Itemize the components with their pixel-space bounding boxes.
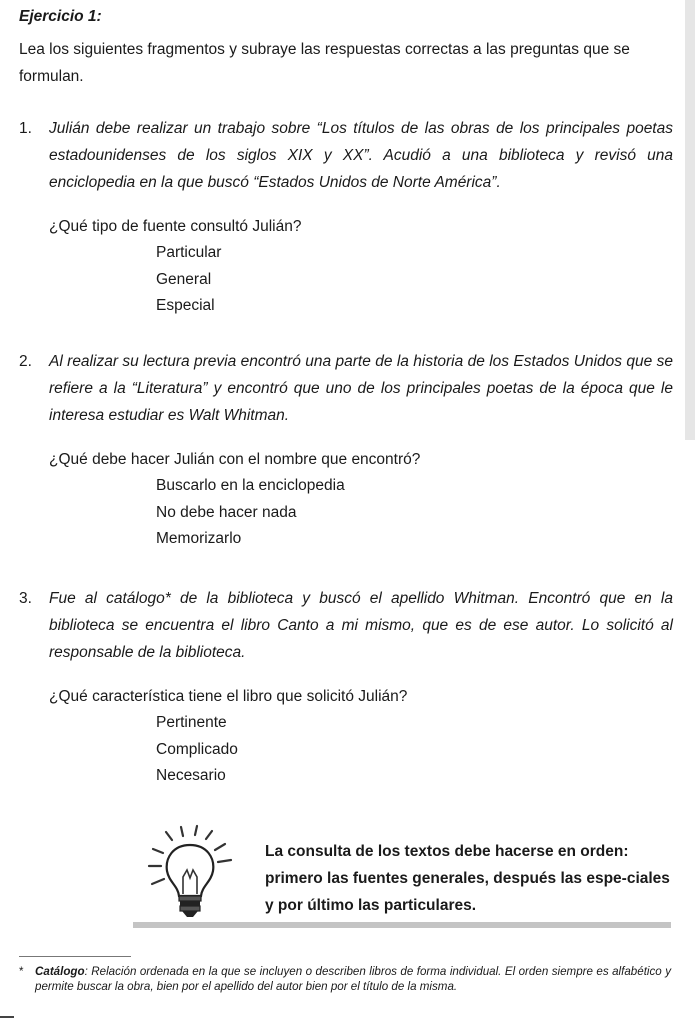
footnote-body xyxy=(35,964,671,994)
footnote-marker: * xyxy=(19,965,24,978)
footnote-term: Catálogo xyxy=(35,965,85,978)
question-1 xyxy=(19,115,673,320)
answer-option[interactable]: Especial xyxy=(156,297,215,314)
question-2 xyxy=(19,348,673,553)
question-passage: Julián debe realizar un trabajo sobre “Los títulos de las obras de los principales poetas estadounidenses de los siglos XIX y XX”. Acudió a una biblioteca y revisó una enciclopedia en la que buscó “Estados Unidos de Norte América”. xyxy=(49,120,673,191)
answer-options xyxy=(156,240,673,320)
answer-option[interactable]: General xyxy=(156,270,212,288)
page-edge-mark xyxy=(0,1016,14,1018)
answer-options xyxy=(156,473,673,553)
answer-option[interactable]: Particular xyxy=(156,244,222,261)
question-number: 1. xyxy=(19,120,32,137)
answer-option[interactable]: Necesario xyxy=(156,767,226,784)
tip-divider xyxy=(133,922,671,928)
tip-text: La consulta de los textos debe hacerse en orden: primero las fuentes generales, después las espe-ciales y por último las particulares. xyxy=(265,843,670,914)
tip-box xyxy=(133,818,673,930)
exercise-title: Ejercicio 1: xyxy=(19,8,102,25)
answer-option[interactable]: Buscarlo en la enciclopedia xyxy=(156,477,345,494)
answer-option[interactable]: Pertinente xyxy=(156,714,227,731)
question-passage: Fue al catálogo* de la biblioteca y buscó el apellido Whitman. Encontró que en la biblioteca se encuentra el libro Canto a mi mismo, que es de ese autor. Lo solicitó al responsable de la biblioteca. xyxy=(49,590,673,661)
footnote-rule xyxy=(19,956,131,957)
question-passage: Al realizar su lectura previa encontró una parte de la historia de los Estados Unidos que se refiere a la “Literatura” y encontró que uno de los principales poetas de la época que le interesa estudiar es Walt Whitman. xyxy=(49,353,673,424)
answer-option[interactable]: No debe hacer nada xyxy=(156,503,297,521)
answer-option[interactable]: Complicado xyxy=(156,740,238,758)
question-prompt: ¿Qué debe hacer Julián con el nombre que encontró? xyxy=(49,451,421,468)
question-number: 2. xyxy=(19,353,32,370)
page-edge-shadow xyxy=(685,0,695,440)
answer-option[interactable]: Memorizarlo xyxy=(156,530,242,547)
question-prompt: ¿Qué característica tiene el libro que solicitó Julián? xyxy=(49,688,408,705)
footnote xyxy=(19,964,671,994)
exercise-instructions: Lea los siguientes fragmentos y subraye las respuestas correctas a las preguntas que se formulan. xyxy=(19,41,630,85)
question-number: 3. xyxy=(19,590,32,607)
question-3 xyxy=(19,585,673,790)
footnote-definition: : Relación ordenada en la que se incluyen o describen libros de forma individual. El orden siempre es alfabético y permite buscar la obra, bien por el apellido del autor bien por el título de la misma. xyxy=(35,965,671,993)
answer-options xyxy=(156,710,673,790)
question-prompt: ¿Qué tipo de fuente consultó Julián? xyxy=(49,218,302,235)
lightbulb-icon xyxy=(143,822,239,922)
